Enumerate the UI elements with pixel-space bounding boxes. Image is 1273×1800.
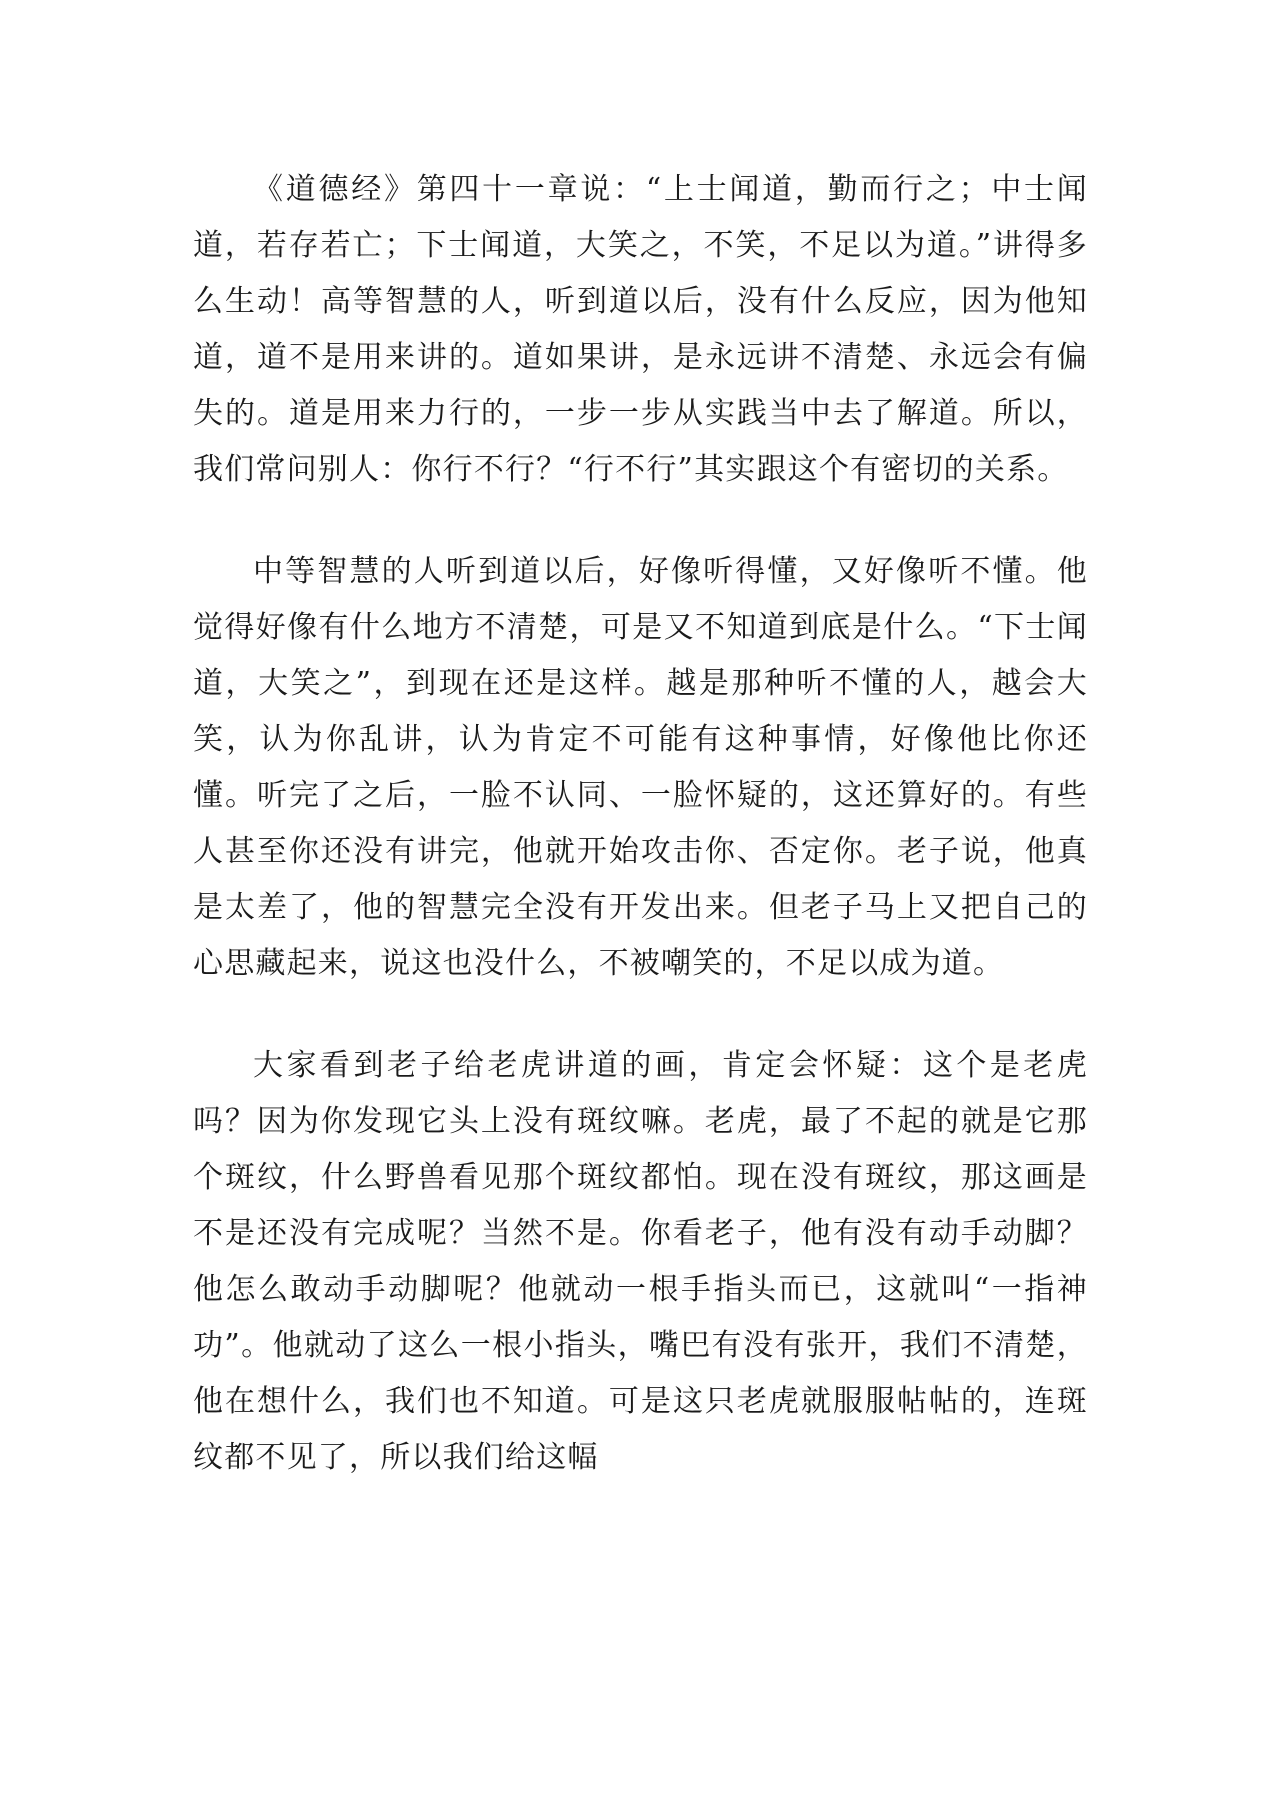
paragraph-3: 大家看到老子给老虎讲道的画，肯定会怀疑：这个是老虎吗？因为你发现它头上没有斑纹嘛。老虎，最了不起的就是它那个斑纹，什么野兽看见那个斑纹都怕。现在没有斑纹，那这画是不是还没有完成呢？当然不是。你看老子，他有没有动手动脚？他怎么敢动手动脚呢？他就动一根手指头而已，这就叫“一指神功”。他就动了这么一根小指头，嘴巴有没有张开，我们不清楚，他在想什么，我们也不知道。可是这只老虎就服服帖帖的，连斑纹都不见了，所以我们给这幅	[193, 1048, 1088, 1475]
paragraph-2: 中等智慧的人听到道以后，好像听得懂，又好像听不懂。他觉得好像有什么地方不清楚，可是又不知道到底是什么。“下士闻道，大笑之”，到现在还是这样。越是那种听不懂的人，越会大笑，认为你乱讲，认为肯定不可能有这种事情，好像他比你还懂。听完了之后，一脸不认同、一脸怀疑的，这还算好的。有些人甚至你还没有讲完，他就开始攻击你、否定你。老子说，他真是太差了，他的智慧完全没有开发出来。但老子马上又把自己的心思藏起来，说这也没什么，不被嘲笑的，不足以成为道。	[193, 554, 1088, 981]
document-body	[193, 162, 1088, 1486]
paragraph-1: 《道德经》第四十一章说：“上士闻道，勤而行之；中士闻道，若存若亡；下士闻道，大笑之，不笑，不足以为道。”讲得多么生动！高等智慧的人，听到道以后，没有什么反应，因为他知道，道不是用来讲的。道如果讲，是永远讲不清楚、永远会有偏失的。道是用来力行的，一步一步从实践当中去了解道。所以，我们常问别人：你行不行？“行不行”其实跟这个有密切的关系。	[193, 172, 1088, 487]
